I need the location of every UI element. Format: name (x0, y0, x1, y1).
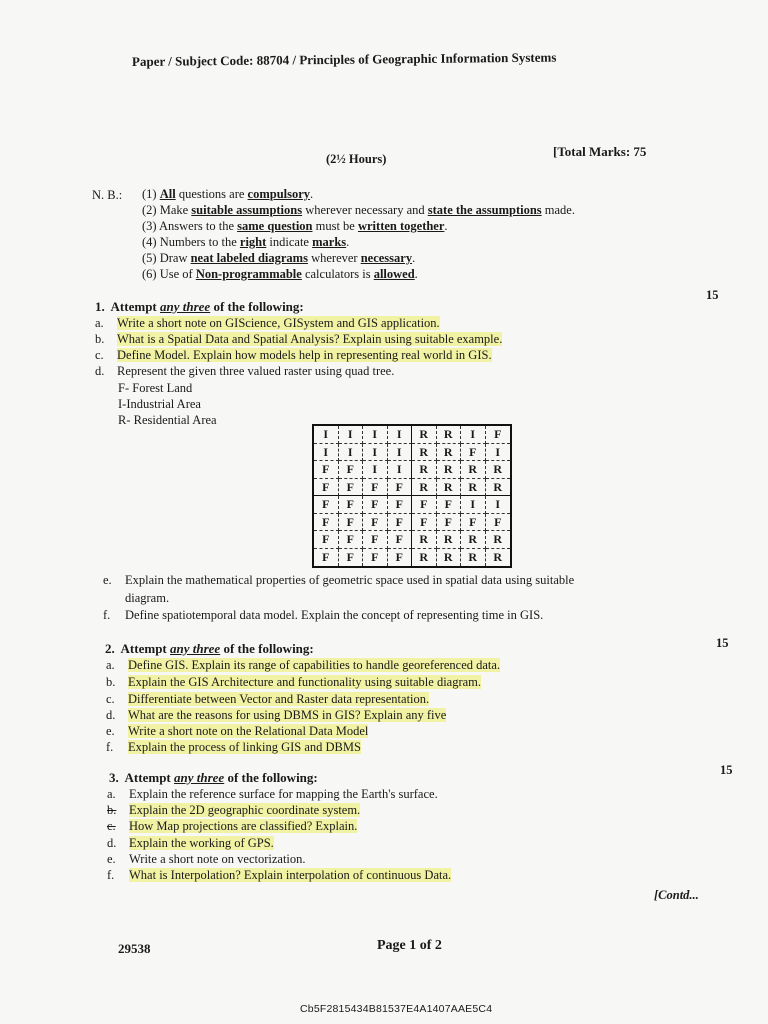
q3-item-b: b. Explain the 2D geographic coordinate system. (107, 803, 361, 817)
raster-cell: F (339, 549, 364, 567)
raster-cell: F (314, 531, 339, 549)
legend-item: R- Residential Area (118, 413, 217, 427)
q2-item-e: e. Write a short note on the Relational Data Model (106, 724, 369, 738)
raster-cell: F (388, 531, 413, 549)
raster-cell: F (412, 514, 437, 532)
q3-heading: 3. Attempt any three of the following: (109, 770, 318, 785)
raster-cell: R (437, 444, 462, 462)
raster-cell: F (339, 461, 364, 479)
note-item: (2) Make suitable assumptions wherever necessary and state the assumptions made. (142, 203, 575, 217)
raster-cell: F (461, 444, 486, 462)
raster-cell: F (363, 479, 388, 497)
note-item: (5) Draw neat labeled diagrams wherever necessary. (142, 251, 416, 265)
q1-item-d: d. Represent the given three valued raster using quad tree. (95, 364, 395, 378)
raster-cell: I (339, 444, 364, 462)
q2-item-b: b. Explain the GIS Architecture and functionality using suitable diagram. (106, 675, 482, 689)
q3-marks: 15 (720, 763, 733, 777)
raster-cell: R (486, 531, 511, 549)
raster-cell: F (363, 531, 388, 549)
raster-cell: F (363, 496, 388, 514)
raster-cell: R (461, 531, 486, 549)
raster-cell: F (339, 514, 364, 532)
raster-cell: R (437, 531, 462, 549)
raster-cell: R (461, 479, 486, 497)
legend-item: F- Forest Land (118, 381, 193, 395)
q1-item-c: c. Define Model. Explain how models help in representing real world in GIS. (95, 348, 492, 362)
raster-cell: I (363, 461, 388, 479)
paper-code: 29538 (118, 941, 151, 956)
q2-item-d: d. What are the reasons for using DBMS in GIS? Explain any five (106, 708, 447, 722)
q2-item-a: a. Define GIS. Explain its range of capabilities to handle georeferenced data. (106, 658, 501, 672)
raster-cell: F (363, 549, 388, 567)
total-marks: [Total Marks: 75 (553, 144, 647, 159)
q3-item-c: c. How Map projections are classified? Explain. (107, 819, 358, 833)
q1-marks: 15 (706, 288, 719, 302)
note-item: (4) Numbers to the right indicate marks. (142, 235, 350, 249)
raster-cell: F (314, 479, 339, 497)
legend-item: I-Industrial Area (118, 397, 201, 411)
q1-item-e: e. Explain the mathematical properties of geometric space used in spatial data using suitable (103, 573, 575, 587)
raster-cell: F (461, 514, 486, 532)
raster-cell: R (437, 461, 462, 479)
raster-cell: I (388, 461, 413, 479)
notes-list (142, 186, 575, 282)
q2-item-c: c. Differentiate between Vector and Raster data representation. (106, 692, 430, 706)
q1-item-e-cont: diagram. (125, 591, 170, 605)
raster-legend (118, 380, 217, 428)
q1-heading: 1. Attempt any three of the following: (95, 299, 304, 314)
raster-cell: R (437, 549, 462, 567)
paper-title: Paper / Subject Code: 88704 / Principles of Geographic Information Systems (131, 49, 557, 69)
raster-cell: R (437, 479, 462, 497)
raster-cell: R (412, 549, 437, 567)
raster-cell: I (461, 496, 486, 514)
q1-item-f: f. Define spatiotemporal data model. Explain the concept of representing time in GIS. (103, 608, 544, 622)
raster-cell: R (461, 461, 486, 479)
raster-cell: I (339, 426, 364, 444)
raster-cell: R (412, 444, 437, 462)
raster-cell: I (363, 426, 388, 444)
notes-label: N. B.: (92, 188, 123, 202)
raster-cell: F (388, 479, 413, 497)
page-number: Page 1 of 2 (377, 938, 442, 953)
raster-cell: F (437, 514, 462, 532)
raster-cell: I (363, 444, 388, 462)
raster-cell: R (412, 426, 437, 444)
raster-cell: R (493, 549, 503, 564)
q2-item-f: f. Explain the process of linking GIS and DBMS (106, 740, 361, 754)
raster-cell: F (314, 461, 339, 479)
q2-marks: 15 (716, 636, 729, 650)
raster-grid (312, 424, 512, 568)
raster-cell: F (388, 496, 413, 514)
raster-cell: F (314, 496, 339, 514)
q3-item-a: a. Explain the reference surface for mapping the Earth's surface. (107, 787, 438, 801)
raster-cell: F (339, 496, 364, 514)
raster-cell: F (388, 549, 413, 567)
raster-cell: R (486, 461, 511, 479)
raster-cell: F (388, 514, 413, 532)
note-item: (3) Answers to the same question must be written together. (142, 219, 448, 233)
note-item: (6) Use of Non-programmable calculators is allowed. (142, 267, 418, 281)
raster-cell: I (486, 444, 511, 462)
raster-cell: F (314, 514, 339, 532)
q3-item-f: f. What is Interpolation? Explain interpolation of continuous Data. (107, 868, 452, 882)
raster-cell: R (412, 461, 437, 479)
document-hash: Cb5F2815434B81537E4A1407AAE5C4 (300, 1003, 493, 1015)
raster-cell: F (437, 496, 462, 514)
raster-cell: F (412, 496, 437, 514)
q1-item-b: b. What is a Spatial Data and Spatial Analysis? Explain using suitable example. (95, 332, 503, 346)
raster-cell: F (339, 531, 364, 549)
raster-cell: R (437, 426, 462, 444)
raster-cell: I (388, 426, 413, 444)
raster-cell: I (461, 426, 486, 444)
raster-cell: I (486, 496, 511, 514)
raster-cell: F (486, 426, 511, 444)
raster-cell: F (363, 514, 388, 532)
q3-item-d: d. Explain the working of GPS. (107, 836, 274, 850)
exam-duration: (2½ Hours) (326, 152, 387, 166)
raster-cell: R (486, 479, 511, 497)
raster-cell: R (461, 549, 486, 567)
raster-cell: F (339, 479, 364, 497)
q2-heading: 2. Attempt any three of the following: (105, 641, 314, 656)
raster-cell: I (314, 426, 339, 444)
continued-marker: [Contd... (654, 888, 699, 902)
raster-cell: I (388, 444, 413, 462)
raster-cell: F (486, 514, 511, 532)
raster-cell: R (412, 531, 437, 549)
note-item: (1) All questions are compulsory. (142, 187, 314, 201)
raster-cell: F (314, 549, 339, 567)
q3-item-e: e. Write a short note on vectorization. (107, 852, 306, 866)
q1-item-a: a. Write a short note on GIScience, GISystem and GIS application. (95, 316, 440, 330)
raster-cell: R (412, 479, 437, 497)
raster-cell: I (314, 444, 339, 462)
